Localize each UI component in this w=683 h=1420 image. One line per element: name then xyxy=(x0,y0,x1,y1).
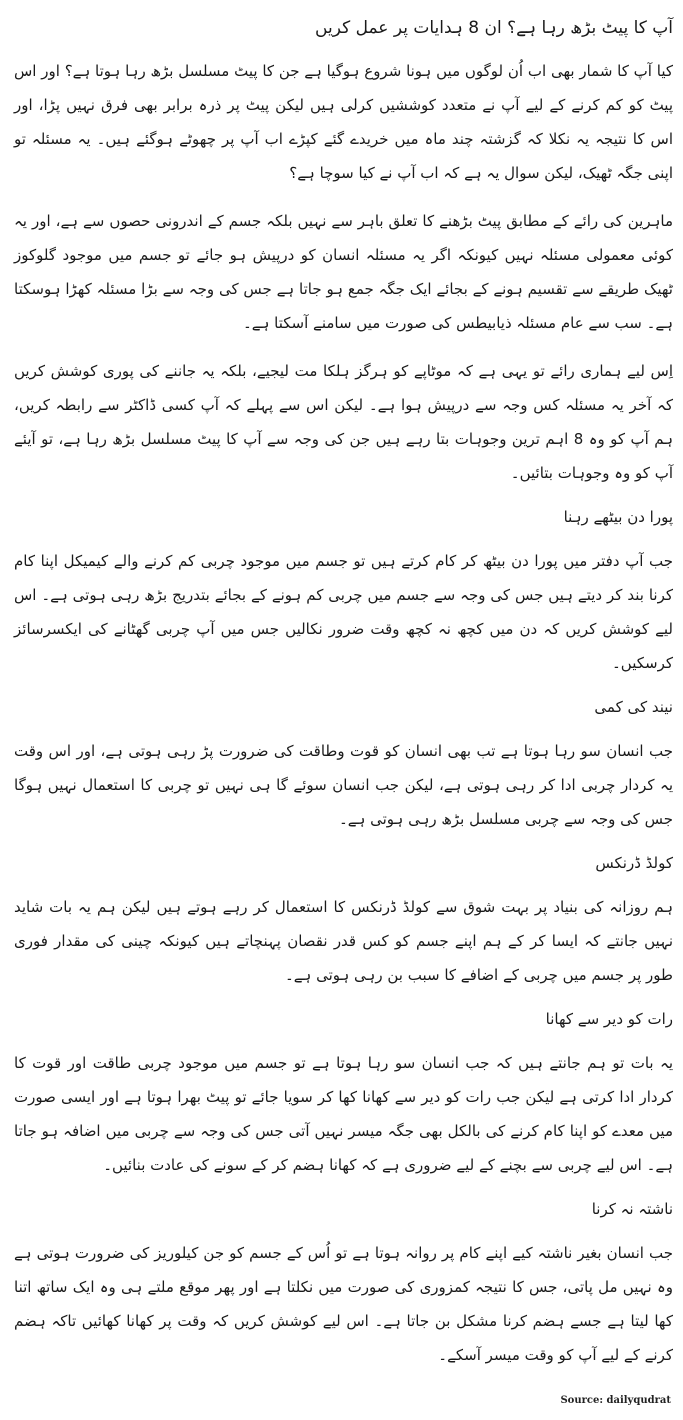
source-credit: Source: dailyqudrat xyxy=(560,1395,671,1406)
intro-paragraph: کیا آپ کا شمار بھی اب اُن لوگوں میں ہونا شروع ہوگیا ہے جن کا پیٹ مسلسل بڑھ رہا ہوتا ہے؟ اور اس پیٹ کو کم کرنے کے لیے آپ نے متعدد کوششیں کرلی ہیں لیکن پیٹ پر ذرہ برابر بھی فرق نہیں پڑا، اور اس کا نتیجہ یہ نکلا کہ گزشتہ چند ماہ میں خریدے گئے کپڑے اب آپ پر چھوٹے ہوگئے ہیں۔ یہ مسئلہ تو اپنی جگہ ٹھیک، لیکن سوال یہ ہے کہ اب آپ نے کیا سوچا ہے؟ xyxy=(14,62,673,182)
section-heading: رات کو دیر سے کھانا xyxy=(545,1010,673,1028)
section-heading: پورا دن بیٹھے رہنا xyxy=(563,508,673,526)
section-body: ہم روزانہ کی بنیاد پر بہت شوق سے کولڈ ڈرنکس کا استعمال کر رہے ہوتے ہیں لیکن ہم یہ بات شاید نہیں جانتے کہ ایسا کر کے ہم اپنے جسم کو کس قدر نقصان پہنچاتے ہیں کیونکہ چینی کی مقدار فوری طور پر جسم میں چربی کے اضافے کا سبب بن رہی ہوتی ہے۔ xyxy=(14,898,673,984)
intro-paragraph: ماہرین کی رائے کے مطابق پیٹ بڑھنے کا تعلق باہر سے نہیں بلکہ جسم کے اندرونی حصوں سے ہے، اور یہ کوئی معمولی مسئلہ نہیں کیونکہ اگر یہ مسئلہ انسان کو درپیش ہو جائے تو جسم میں موجود گلوکوز ٹھیک طریقے سے تقسیم ہونے کے بجائے ایک جگہ جمع ہو جاتا ہے جس کی وجہ سے بڑا مسئلہ کھڑا ہوسکتا ہے۔ سب سے عام مسئلہ ذیابیطس کی صورت میں سامنے آسکتا ہے۔ xyxy=(14,212,673,332)
section-body: جب آپ دفتر میں پورا دن بیٹھ کر کام کرتے ہیں تو جسم میں موجود چربی کم کرنے والے کیمیکل اپنا کام کرنا بند کر دیتے ہیں جس کی وجہ سے جسم میں چربی کم ہونے کے بجائے بتدریج بڑھ رہی ہوتی ہے۔ اس لیے کوشش کریں کہ دن میں کچھ نہ کچھ وقت ضرور نکالیں جس میں آپ چربی گھٹانے کی ایکسرسائز کرسکیں۔ xyxy=(14,552,673,672)
section-body: جب انسان سو رہا ہوتا ہے تب بھی انسان کو قوت وطاقت کی ضرورت پڑ رہی ہوتی ہے، اور اس وقت یہ کردار چربی ادا کر رہی ہوتی ہے، لیکن جب انسان سوئے گا ہی نہیں تو چربی کا استعمال نہیں ہوگا جس کی وجہ سے چربی مسلسل بڑھ رہی ہوتی ہے۔ xyxy=(14,742,673,828)
intro-paragraph: اِس لیے ہماری رائے تو یہی ہے کہ موٹاپے کو ہرگز ہلکا مت لیجیے، بلکہ یہ جاننے کی پوری کوشش کریں کہ آخر یہ مسئلہ کس وجہ سے درپیش ہوا ہے۔ لیکن اس سے پہلے کہ آپ کسی ڈاکٹر سے رابطہ کریں، ہم آپ کو وہ 8 اہم ترین وجوہات بتا رہے ہیں جن کی وجہ سے آپ کا پیٹ مسلسل بڑھ رہا ہے، تو آیئے آپ کو وہ وجوہات بتائیں۔ xyxy=(14,362,673,482)
article-title: آپ کا پیٹ بڑھ رہا ہے؟ ان 8 ہدایات پر عمل کریں xyxy=(315,18,673,38)
section-body: جب انسان بغیر ناشتہ کیے اپنے کام پر روانہ ہوتا ہے تو اُس کے جسم کو جن کیلوریز کی ضرورت ہوتی ہے وہ نہیں مل پاتی، جس کا نتیجہ کمزوری کی صورت میں نکلتا ہے اور پھر موقع ملتے ہی وہ ایک ساتھ اتنا کھا لیتا ہے جسے ہضم کرنا مشکل بن جاتا ہے۔ اس لیے کوشش کریں کہ وقت پر کھانا کھائیں تاکہ ہضم کرنے کے لیے آپ کو وقت میسر آسکے۔ xyxy=(14,1244,673,1364)
section-body: یہ بات تو ہم جانتے ہیں کہ جب انسان سو رہا ہوتا ہے تو جسم میں موجود چربی طاقت اور قوت کا کردار ادا کرتی ہے لیکن جب رات کو دیر سے کھانا کھا کر سویا جائے تو پیٹ بھرا ہوتا ہے اور ایسی صورت میں معدے کو اپنا کام کرنے کی بالکل بھی جگہ میسر نہیں آتی جس کی وجہ سے چربی میں اضافہ ہو جاتا ہے۔ اس لیے چربی سے بچنے کے لیے ضروری ہے کہ کھانا ہضم کر کے سونے کی عادت بنائیں۔ xyxy=(14,1054,673,1174)
section-heading: کولڈ ڈرنکس xyxy=(595,854,673,872)
section-heading: ناشتہ نہ کرنا xyxy=(591,1200,673,1218)
section-heading: نیند کی کمی xyxy=(594,698,673,716)
